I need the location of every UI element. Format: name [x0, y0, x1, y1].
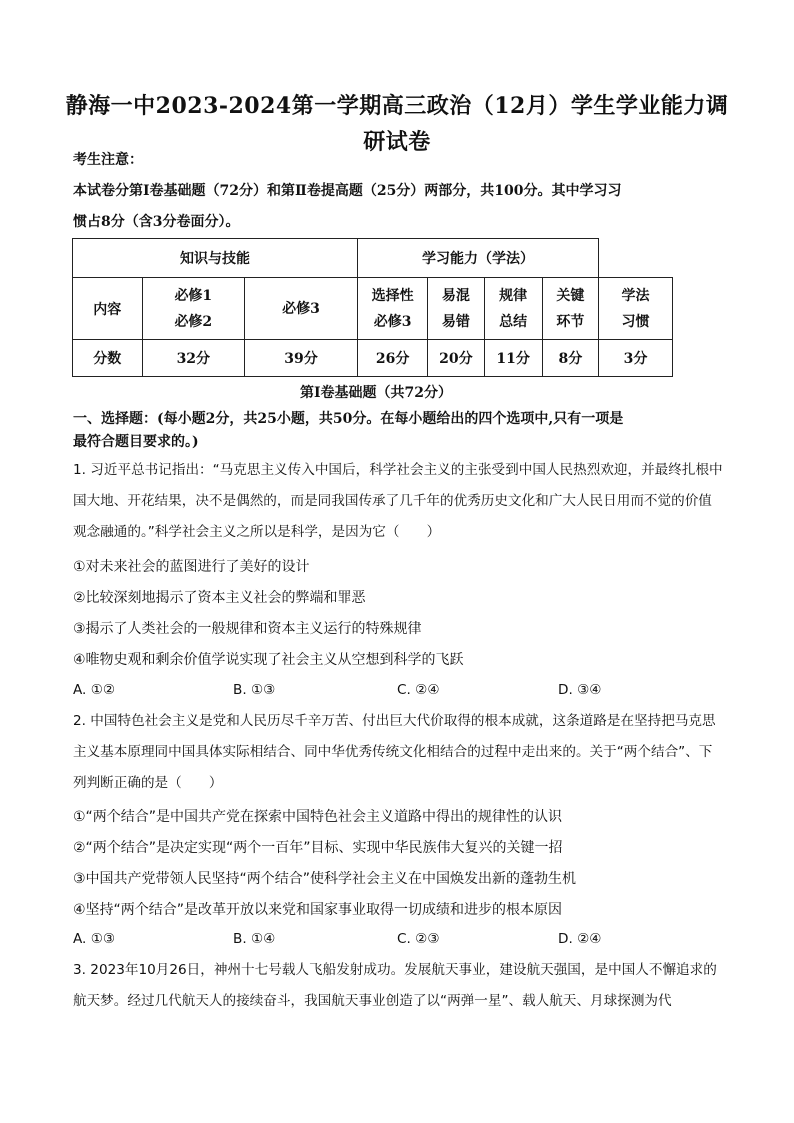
score-cell: 3分 [599, 340, 673, 377]
row-header-score: 分数 [73, 340, 143, 377]
content-cell: 选择性 必修3 [358, 278, 428, 340]
question-2-item: ④坚持“两个结合”是改革开放以来党和国家事业取得一切成绩和进步的根本原因 [73, 902, 563, 918]
option-b[interactable]: B. ①③ [233, 682, 276, 698]
score-cell: 26分 [358, 340, 428, 377]
part1-instructions-1: 一、选择题：(每小题2分，共25小题，共50分。在每小题给出的四个选项中,只有一项是 [73, 411, 624, 427]
score-cell: 20分 [428, 340, 484, 377]
content-cell: 必修1 必修2 [142, 278, 244, 340]
option-d[interactable]: D. ③④ [558, 682, 602, 698]
group-header-knowledge: 知识与技能 [73, 239, 358, 278]
question-2-item: ②“两个结合”是决定实现“两个一百年”目标、实现中华民族伟大复兴的关键一招 [73, 840, 563, 856]
question-2-item: ③中国共产党带领人民坚持“两个结合”使科学社会主义在中国焕发出新的蓬勃生机 [73, 871, 577, 887]
content-cell: 学法 习惯 [599, 278, 673, 340]
exam-title: 静海一中2023-2024第一学期高三政治（12月）学生学业能力调研试卷 [65, 93, 729, 155]
group-header-ability: 学习能力（学法） [358, 239, 599, 278]
question-3-stem: 3. 2023年10月26日，神州十七号载人飞船发射成功。发展航天事业，建设航天强国，是中国人不懈追求的航天梦。经过几代航天人的接续奋斗，我国航天事业创造了以“两弹一星”、载人航天、月球探测为代 [73, 962, 717, 1009]
option-c[interactable]: C. ②④ [397, 682, 440, 698]
content-cell: 关键 环节 [542, 278, 598, 340]
question-1-item: ③揭示了人类社会的一般规律和资本主义运行的特殊规律 [73, 621, 422, 637]
section-title: 第Ⅰ卷基础题（共72分） [300, 385, 453, 401]
option-a[interactable]: A. ①② [73, 682, 116, 698]
question-1-stem: 1. 习近平总书记指出：“马克思主义传入中国后，科学社会主义的主张受到中国人民热烈欢迎，并最终扎根中国大地、开花结果，决不是偶然的，而是同我国传承了几千年的优秀历史文化和广大人民日用而不觉的价值观念融通的。”科学社会主义之所以是科学，是因为它（ ） [73, 462, 723, 540]
question-2-item: ①“两个结合”是中国共产党在探索中国特色社会主义道路中得出的规律性的认识 [73, 809, 563, 825]
part1-instructions-2: 最符合题目要求的。) [73, 434, 199, 450]
question-1-options [73, 682, 723, 702]
content-cell: 必修3 [245, 278, 358, 340]
notice-line-1: 本试卷分第Ⅰ卷基础题（72分）和第Ⅱ卷提高题（25分）两部分，共100分。其中学习习 [73, 183, 622, 199]
option-c[interactable]: C. ②③ [397, 931, 440, 947]
question-1-item: ①对未来社会的蓝图进行了美好的设计 [73, 559, 310, 575]
notice-line-2: 惯占8分（含3分卷面分）。 [73, 214, 240, 230]
score-cell: 32分 [142, 340, 244, 377]
score-cell: 39分 [245, 340, 358, 377]
score-distribution-table [72, 238, 673, 377]
question-1-item: ④唯物史观和剩余价值学说实现了社会主义从空想到科学的飞跃 [73, 652, 464, 668]
score-cell: 8分 [542, 340, 598, 377]
content-cell: 规律 总结 [484, 278, 542, 340]
option-b[interactable]: B. ①④ [233, 931, 276, 947]
question-2-stem: 2. 中国特色社会主义是党和人民历尽千辛万苦、付出巨大代价取得的根本成就，这条道路是在坚持把马克思主义基本原理同中国具体实际相结合、同中华优秀传统文化相结合的过程中走出来的。关于“两个结合”、下列判断正确的是（ ） [73, 713, 716, 791]
question-2-options [73, 931, 723, 951]
question-1-item: ②比较深刻地揭示了资本主义社会的弊端和罪恶 [73, 590, 366, 606]
score-cell: 11分 [484, 340, 542, 377]
option-d[interactable]: D. ②④ [558, 931, 602, 947]
row-header-content: 内容 [73, 278, 143, 340]
notice-heading: 考生注意： [73, 152, 143, 168]
content-cell: 易混 易错 [428, 278, 484, 340]
option-a[interactable]: A. ①③ [73, 931, 116, 947]
